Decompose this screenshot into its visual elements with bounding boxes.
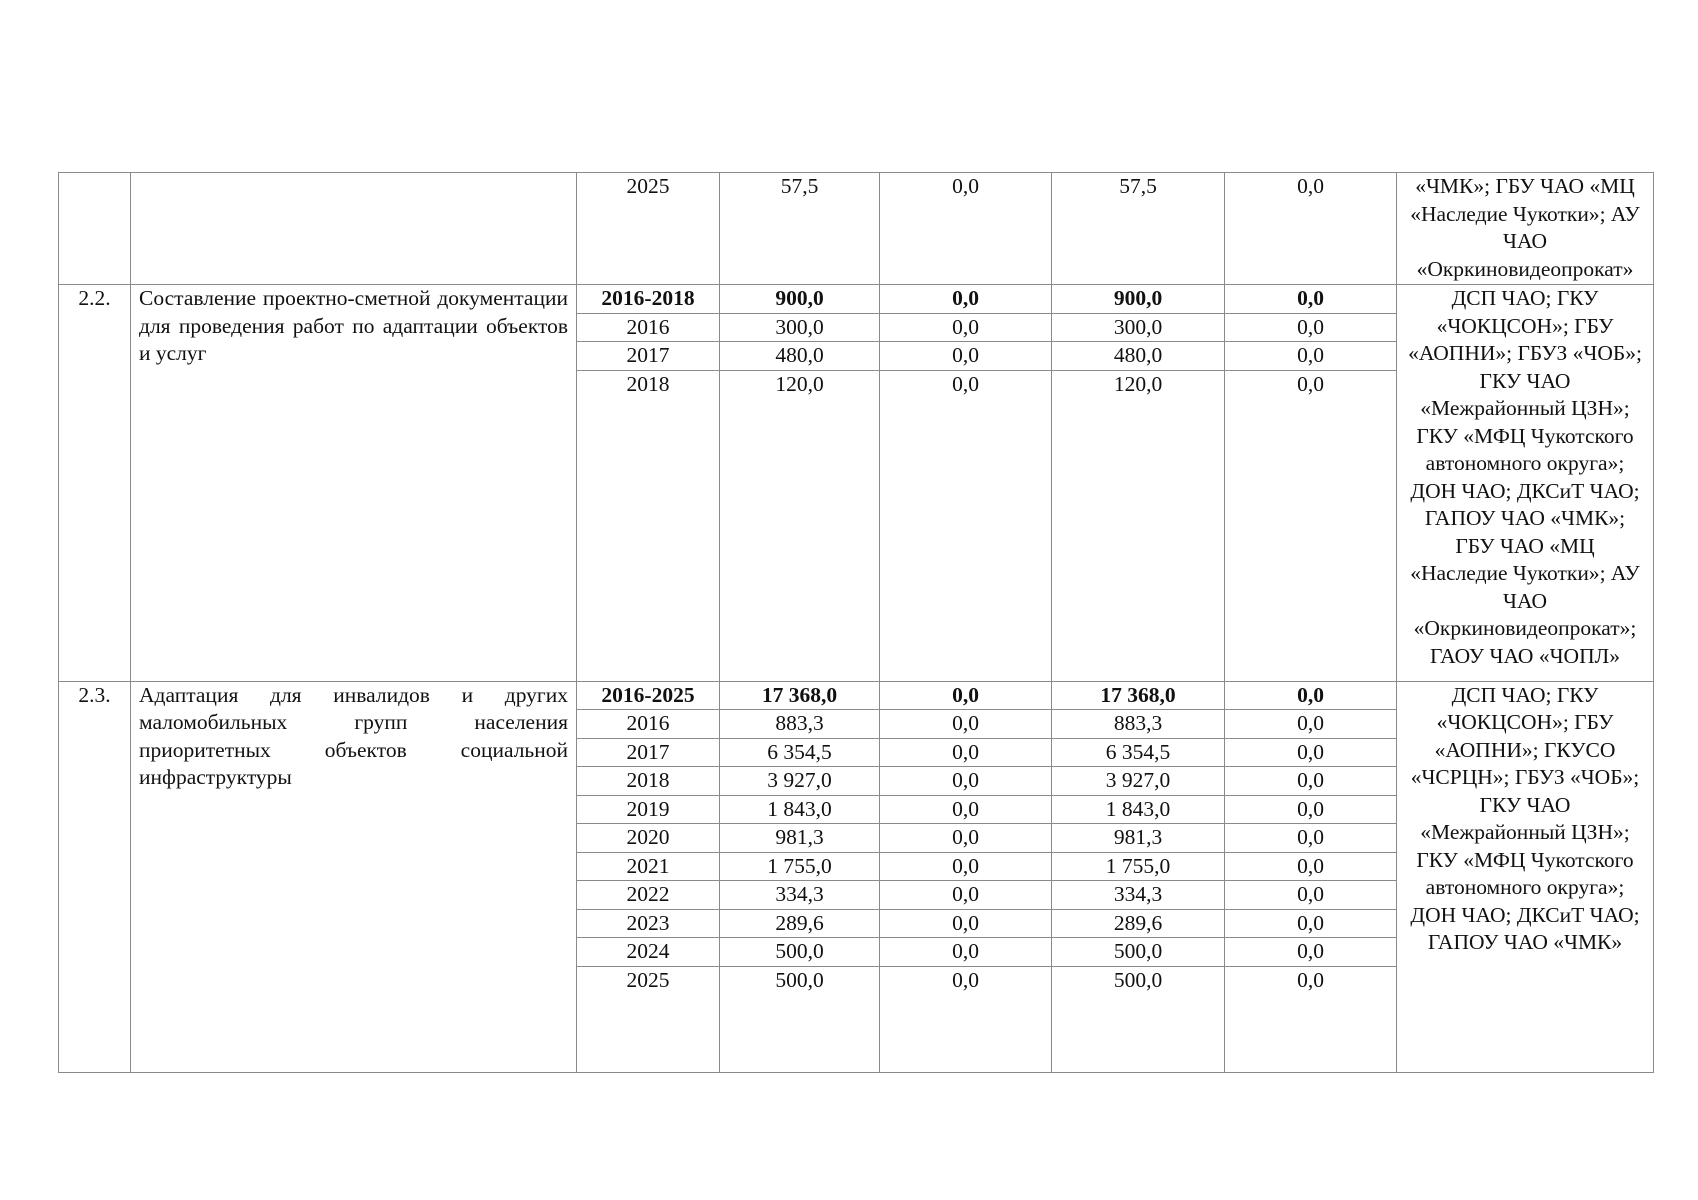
description-cell: Составление проектно-сметной документации для проведения работ по адаптации объектов и услуг — [131, 285, 577, 682]
other-value-cell: 0,0 — [1225, 767, 1397, 796]
regional-value-cell: 981,3 — [1052, 824, 1225, 853]
other-value-cell: 0,0 — [1225, 710, 1397, 739]
number-cell: 2.3. — [59, 681, 131, 1072]
year-cell: 2020 — [577, 824, 720, 853]
year-cell: 2016-2025 — [577, 681, 720, 710]
regional-value-cell: 3 927,0 — [1052, 767, 1225, 796]
year-cell: 2016 — [577, 313, 720, 342]
year-cell: 2018 — [577, 767, 720, 796]
number-cell: 2.2. — [59, 285, 131, 682]
table-row — [59, 285, 1654, 314]
year-cell: 2025 — [577, 173, 720, 285]
other-value-cell: 0,0 — [1225, 370, 1397, 681]
regional-value-cell: 300,0 — [1052, 313, 1225, 342]
year-cell: 2016 — [577, 710, 720, 739]
federal-value-cell: 0,0 — [880, 710, 1052, 739]
regional-value-cell: 6 354,5 — [1052, 738, 1225, 767]
other-value-cell: 0,0 — [1225, 795, 1397, 824]
description-cell: Адаптация для инвалидов и других маломобильных групп населения приоритетных объектов социальной инфраструктуры — [131, 681, 577, 1072]
federal-value-cell: 0,0 — [880, 681, 1052, 710]
executors-cell: ДСП ЧАО; ГКУ «ЧОКЦСОН»; ГБУ «АОПНИ»; ГКУСО «ЧСРЦН»; ГБУЗ «ЧОБ»; ГКУ ЧАО «Межрайонный ЦЗН»; ГКУ «МФЦ Чукотского автономного округа»; ДОН ЧАО; ДКСиТ ЧАО; ГАПОУ ЧАО «ЧМК» — [1397, 681, 1654, 1072]
other-value-cell: 0,0 — [1225, 313, 1397, 342]
regional-value-cell: 289,6 — [1052, 909, 1225, 938]
regional-value-cell: 57,5 — [1052, 173, 1225, 285]
year-cell: 2023 — [577, 909, 720, 938]
federal-value-cell: 0,0 — [880, 370, 1052, 681]
regional-value-cell: 334,3 — [1052, 881, 1225, 910]
year-cell: 2017 — [577, 342, 720, 371]
year-cell: 2021 — [577, 852, 720, 881]
total-value-cell: 120,0 — [720, 370, 880, 681]
regional-value-cell: 500,0 — [1052, 966, 1225, 1072]
total-value-cell: 883,3 — [720, 710, 880, 739]
regional-value-cell: 1 755,0 — [1052, 852, 1225, 881]
total-value-cell: 500,0 — [720, 966, 880, 1072]
year-cell: 2019 — [577, 795, 720, 824]
total-value-cell: 289,6 — [720, 909, 880, 938]
description-cell — [131, 173, 577, 285]
year-cell: 2022 — [577, 881, 720, 910]
other-value-cell: 0,0 — [1225, 909, 1397, 938]
executors-cell: ДСП ЧАО; ГКУ «ЧОКЦСОН»; ГБУ «АОПНИ»; ГБУЗ «ЧОБ»; ГКУ ЧАО «Межрайонный ЦЗН»; ГКУ «МФЦ Чукотского автономного округа»; ДОН ЧАО; ДКСиТ ЧАО; ГАПОУ ЧАО «ЧМК»; ГБУ ЧАО «МЦ «Наследие Чукотки»; АУ ЧАО «Окркиновидеопрокат»; ГАОУ ЧАО «ЧОПЛ» — [1397, 285, 1654, 682]
number-cell — [59, 173, 131, 285]
table-row — [59, 173, 1654, 285]
regional-value-cell: 120,0 — [1052, 370, 1225, 681]
other-value-cell: 0,0 — [1225, 285, 1397, 314]
federal-value-cell: 0,0 — [880, 738, 1052, 767]
other-value-cell: 0,0 — [1225, 852, 1397, 881]
total-value-cell: 300,0 — [720, 313, 880, 342]
table-row — [59, 681, 1654, 710]
year-cell: 2017 — [577, 738, 720, 767]
federal-value-cell: 0,0 — [880, 966, 1052, 1072]
total-value-cell: 1 843,0 — [720, 795, 880, 824]
total-value-cell: 900,0 — [720, 285, 880, 314]
regional-value-cell: 480,0 — [1052, 342, 1225, 371]
program-funding-table — [58, 172, 1654, 1073]
other-value-cell: 0,0 — [1225, 966, 1397, 1072]
federal-value-cell: 0,0 — [880, 909, 1052, 938]
year-cell: 2016-2018 — [577, 285, 720, 314]
federal-value-cell: 0,0 — [880, 173, 1052, 285]
federal-value-cell: 0,0 — [880, 767, 1052, 796]
total-value-cell: 6 354,5 — [720, 738, 880, 767]
total-value-cell: 1 755,0 — [720, 852, 880, 881]
total-value-cell: 17 368,0 — [720, 681, 880, 710]
regional-value-cell: 1 843,0 — [1052, 795, 1225, 824]
year-cell: 2025 — [577, 966, 720, 1072]
other-value-cell: 0,0 — [1225, 938, 1397, 967]
year-cell: 2024 — [577, 938, 720, 967]
total-value-cell: 334,3 — [720, 881, 880, 910]
regional-value-cell: 17 368,0 — [1052, 681, 1225, 710]
federal-value-cell: 0,0 — [880, 313, 1052, 342]
other-value-cell: 0,0 — [1225, 681, 1397, 710]
total-value-cell: 500,0 — [720, 938, 880, 967]
total-value-cell: 981,3 — [720, 824, 880, 853]
other-value-cell: 0,0 — [1225, 881, 1397, 910]
other-value-cell: 0,0 — [1225, 824, 1397, 853]
federal-value-cell: 0,0 — [880, 938, 1052, 967]
total-value-cell: 3 927,0 — [720, 767, 880, 796]
table-body — [59, 173, 1654, 1073]
other-value-cell: 0,0 — [1225, 342, 1397, 371]
federal-value-cell: 0,0 — [880, 881, 1052, 910]
regional-value-cell: 883,3 — [1052, 710, 1225, 739]
year-cell: 2018 — [577, 370, 720, 681]
federal-value-cell: 0,0 — [880, 852, 1052, 881]
federal-value-cell: 0,0 — [880, 285, 1052, 314]
regional-value-cell: 500,0 — [1052, 938, 1225, 967]
total-value-cell: 57,5 — [720, 173, 880, 285]
federal-value-cell: 0,0 — [880, 342, 1052, 371]
federal-value-cell: 0,0 — [880, 824, 1052, 853]
other-value-cell: 0,0 — [1225, 738, 1397, 767]
other-value-cell: 0,0 — [1225, 173, 1397, 285]
regional-value-cell: 900,0 — [1052, 285, 1225, 314]
executors-cell: «ЧМК»; ГБУ ЧАО «МЦ «Наследие Чукотки»; АУ ЧАО «Окркиновидеопрокат» — [1397, 173, 1654, 285]
federal-value-cell: 0,0 — [880, 795, 1052, 824]
total-value-cell: 480,0 — [720, 342, 880, 371]
